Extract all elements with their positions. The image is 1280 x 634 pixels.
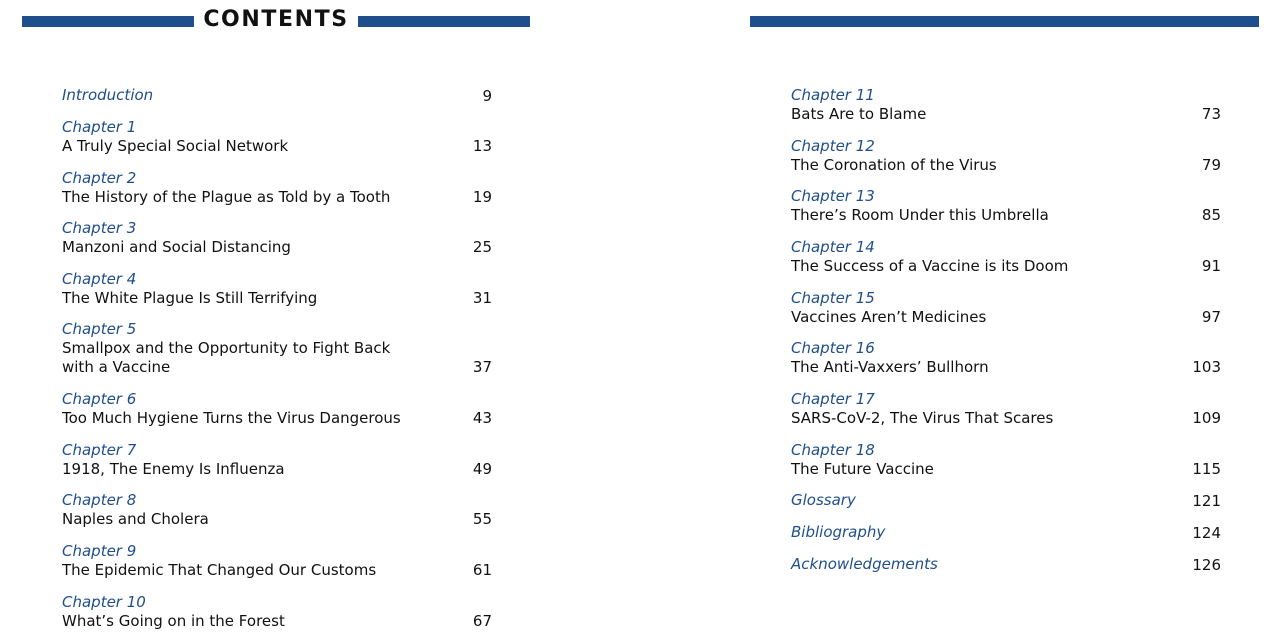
- toc-entry-page: 9: [482, 87, 492, 105]
- toc-entry-chapter-11[interactable]: [791, 86, 1221, 124]
- toc-entry-label: Chapter 17: [791, 390, 875, 408]
- toc-entry-page: 67: [472, 612, 492, 630]
- toc-entry-page: 91: [1201, 257, 1221, 275]
- toc-entry-introduction[interactable]: [62, 86, 492, 106]
- toc-entry-label: Chapter 14: [791, 238, 875, 256]
- toc-entry-page: 43: [472, 409, 492, 427]
- toc-entry-title: The History of the Plague as Told by a Tooth: [62, 188, 391, 206]
- toc-entry-label: Chapter 12: [791, 137, 875, 155]
- toc-entry-label: Introduction: [62, 86, 154, 104]
- toc-entry-title: There’s Room Under this Umbrella: [791, 206, 1049, 224]
- contents-title: CONTENTS: [203, 7, 349, 32]
- toc-entry-chapter-6[interactable]: [62, 390, 492, 428]
- toc-entry-chapter-15[interactable]: [791, 289, 1221, 327]
- toc-entry-label: Bibliography: [791, 523, 886, 541]
- toc-entry-title: A Truly Special Social Network: [62, 137, 289, 155]
- toc-entry-title: Manzoni and Social Distancing: [62, 238, 291, 256]
- toc-entry-label: Chapter 8: [62, 491, 137, 509]
- toc-entry-chapter-7[interactable]: [62, 441, 492, 479]
- toc-entry-chapter-16[interactable]: [791, 339, 1221, 377]
- toc-entry-page: 13: [472, 137, 492, 155]
- toc-entry-chapter-12[interactable]: [791, 137, 1221, 175]
- toc-entry-title: SARS-CoV-2, The Virus That Scares: [791, 409, 1054, 427]
- toc-entry-title: Naples and Cholera: [62, 510, 209, 528]
- header-rule-right: [750, 16, 1259, 27]
- toc-entry-label: Chapter 9: [62, 542, 137, 560]
- toc-entry-page: 25: [472, 238, 492, 256]
- toc-entry-chapter-13[interactable]: [791, 187, 1221, 225]
- toc-entry-title: The White Plague Is Still Terrifying: [62, 289, 318, 307]
- toc-entry-label: Chapter 1: [62, 118, 137, 136]
- toc-entry-chapter-10[interactable]: [62, 593, 492, 631]
- toc-entry-title: Vaccines Aren’t Medicines: [791, 308, 987, 326]
- contents-title-box: [194, 3, 358, 33]
- toc-entry-label: Chapter 13: [791, 187, 875, 205]
- toc-entry-label: Chapter 4: [62, 270, 137, 288]
- toc-entry-chapter-8[interactable]: [62, 491, 492, 529]
- header-rule-left: [22, 16, 194, 27]
- toc-entry-title: The Success of a Vaccine is its Doom: [791, 257, 1069, 275]
- toc-entry-page: 109: [1192, 409, 1221, 427]
- toc-entry-title-continued: with a Vaccine: [62, 358, 171, 376]
- header-rule-center: [358, 16, 530, 27]
- toc-entry-page: 121: [1192, 492, 1221, 510]
- toc-entry-page: 37: [472, 358, 492, 376]
- toc-entry-chapter-18[interactable]: [791, 441, 1221, 479]
- toc-entry-chapter-17[interactable]: [791, 390, 1221, 428]
- toc-entry-chapter-1[interactable]: [62, 118, 492, 156]
- toc-entry-page: 55: [472, 510, 492, 528]
- toc-entry-chapter-9[interactable]: [62, 542, 492, 580]
- toc-entry-label: Chapter 5: [62, 320, 137, 338]
- toc-entry-page: 97: [1201, 308, 1221, 326]
- toc-entry-page: 115: [1192, 460, 1221, 478]
- toc-entry-label: Chapter 3: [62, 219, 137, 237]
- toc-entry-chapter-5[interactable]: [62, 320, 492, 377]
- toc-entry-title: Too Much Hygiene Turns the Virus Dangerous: [62, 409, 401, 427]
- toc-entry-title: The Coronation of the Virus: [791, 156, 997, 174]
- toc-entry-label: Chapter 16: [791, 339, 875, 357]
- toc-entry-page: 85: [1201, 206, 1221, 224]
- toc-entry-page: 73: [1201, 105, 1221, 123]
- toc-entry-chapter-3[interactable]: [62, 219, 492, 257]
- toc-entry-title: Bats Are to Blame: [791, 105, 927, 123]
- toc-entry-page: 103: [1192, 358, 1221, 376]
- toc-entry-label: Chapter 7: [62, 441, 137, 459]
- toc-entry-acknowledgements[interactable]: [791, 555, 1221, 575]
- toc-entry-label: Chapter 2: [62, 169, 137, 187]
- toc-entry-label: Chapter 6: [62, 390, 137, 408]
- toc-entry-label: Glossary: [791, 491, 856, 509]
- toc-entry-page: 19: [472, 188, 492, 206]
- toc-entry-title: The Epidemic That Changed Our Customs: [62, 561, 377, 579]
- toc-entry-page: 31: [472, 289, 492, 307]
- toc-entry-label: Chapter 10: [62, 593, 146, 611]
- toc-entry-glossary[interactable]: [791, 491, 1221, 511]
- toc-entry-label: Chapter 18: [791, 441, 875, 459]
- toc-entry-page: 61: [472, 561, 492, 579]
- toc-entry-label: Chapter 15: [791, 289, 875, 307]
- toc-entry-label: Acknowledgements: [791, 555, 938, 573]
- toc-entry-chapter-2[interactable]: [62, 169, 492, 207]
- toc-entry-page: 124: [1192, 524, 1221, 542]
- toc-entry-chapter-14[interactable]: [791, 238, 1221, 276]
- toc-entry-title: The Anti-Vaxxers’ Bullhorn: [791, 358, 989, 376]
- toc-entry-page: 126: [1192, 556, 1221, 574]
- toc-entry-chapter-4[interactable]: [62, 270, 492, 308]
- toc-entry-page: 79: [1201, 156, 1221, 174]
- toc-entry-title: What’s Going on in the Forest: [62, 612, 285, 630]
- toc-entry-title: The Future Vaccine: [791, 460, 934, 478]
- toc-entry-title: Smallpox and the Opportunity to Fight Back: [62, 339, 391, 357]
- toc-entry-bibliography[interactable]: [791, 523, 1221, 543]
- toc-entry-page: 49: [472, 460, 492, 478]
- toc-entry-title: 1918, The Enemy Is Influenza: [62, 460, 285, 478]
- toc-entry-label: Chapter 11: [791, 86, 875, 104]
